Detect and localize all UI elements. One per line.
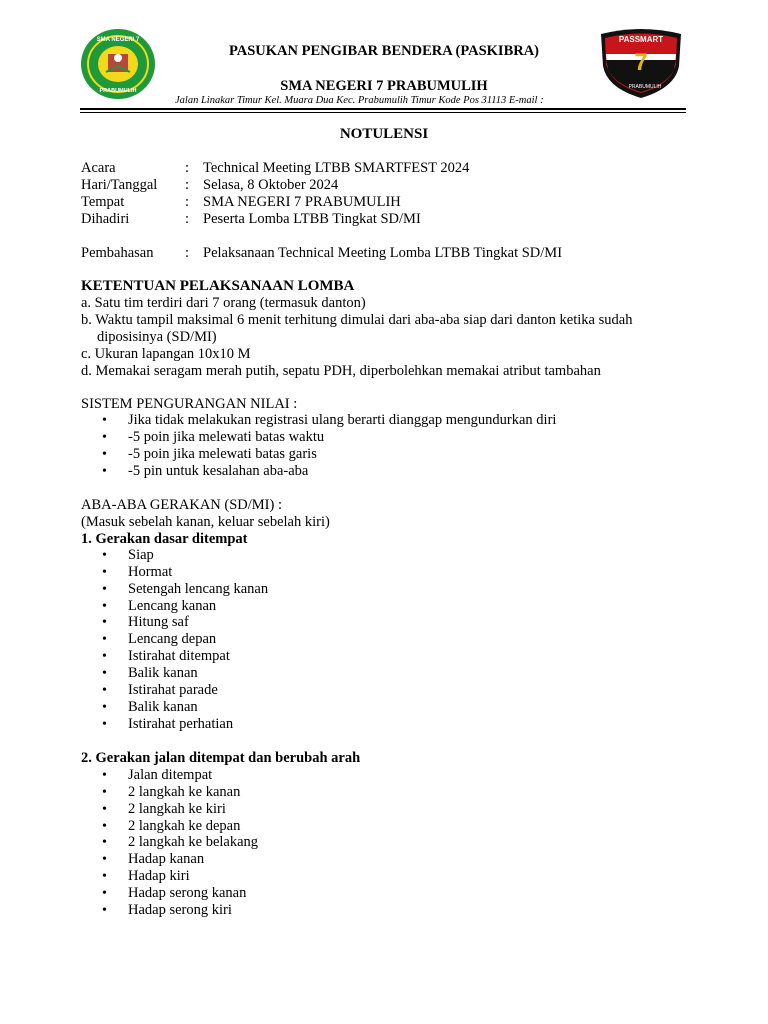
info-sep: : xyxy=(185,177,190,193)
document-title: NOTULENSI xyxy=(339,126,429,142)
bullet-icon: • xyxy=(102,632,107,647)
bullet-icon: • xyxy=(102,666,107,681)
bullet-icon: • xyxy=(102,886,107,901)
ketentuan-item: a. Satu tim terdiri dari 7 orang (termasuk danton) xyxy=(81,295,366,311)
bullet-icon: • xyxy=(102,700,107,715)
logo-right-number: 7 xyxy=(634,49,648,76)
ketentuan-item: d. Memakai seragam merah putih, sepatu PDH, diperbolehkan memakai atribut tambahan xyxy=(81,363,601,379)
info-value: Peserta Lomba LTBB Tingkat SD/MI xyxy=(203,211,421,227)
ketentuan-item: b. Waktu tampil maksimal 6 menit terhitung dimulai dari aba-aba siap dari danton ketika sudah xyxy=(81,312,633,328)
group1-title: 1. Gerakan dasar ditempat xyxy=(81,531,248,547)
pengurangan-title: SISTEM PENGURANGAN NILAI : xyxy=(81,396,298,412)
info-key: Tempat xyxy=(81,194,125,210)
bullet-icon: • xyxy=(102,447,107,462)
bullet-icon: • xyxy=(102,802,107,817)
group2-title: 2. Gerakan jalan ditempat dan berubah arah xyxy=(81,750,361,766)
bullet-icon: • xyxy=(102,599,107,614)
aba-note: (Masuk sebelah kanan, keluar sebelah kiri) xyxy=(81,514,330,530)
header-school-name: SMA NEGERI 7 PRABUMULIH xyxy=(280,78,488,94)
bullet-icon: • xyxy=(102,768,107,783)
ketentuan-title: KETENTUAN PELAKSANAAN LOMBA xyxy=(81,278,355,294)
bullet-icon: • xyxy=(102,835,107,850)
logo-right-text-bottom: PRABUMULIH xyxy=(628,84,662,90)
ketentuan-item-continued: diposisinya (SD/MI) xyxy=(97,329,217,345)
bullet-icon: • xyxy=(102,430,107,445)
logo-left-text-top: SMA NEGERI 7 xyxy=(96,37,140,43)
bullet-icon: • xyxy=(102,413,107,428)
bullet-icon: • xyxy=(102,464,107,479)
header-divider xyxy=(80,108,686,110)
bullet-icon: • xyxy=(102,565,107,580)
info-value: SMA NEGERI 7 PRABUMULIH xyxy=(203,194,401,210)
info-key: Acara xyxy=(81,160,116,176)
bullet-icon: • xyxy=(102,548,107,563)
ketentuan-item: c. Ukuran lapangan 10x10 M xyxy=(81,346,251,362)
header-org-name: PASUKAN PENGIBAR BENDERA (PASKIBRA) xyxy=(228,43,540,59)
bullet-icon: • xyxy=(102,717,107,732)
bullet-icon: • xyxy=(102,615,107,630)
bullet-icon: • xyxy=(102,649,107,664)
info-key: Dihadiri xyxy=(81,211,130,227)
info-value: Pelaksanaan Technical Meeting Lomba LTBB Tingkat SD/MI xyxy=(203,245,563,261)
bullet-icon: • xyxy=(102,582,107,597)
bullet-icon: • xyxy=(102,785,107,800)
info-sep: : xyxy=(185,211,190,227)
logo-right-text-top: PASSMART xyxy=(618,35,664,44)
info-sep: : xyxy=(185,194,190,210)
bullet-icon: • xyxy=(102,683,107,698)
info-sep: : xyxy=(185,245,190,261)
info-value: Technical Meeting LTBB SMARTFEST 2024 xyxy=(203,160,470,176)
header-divider-thin xyxy=(80,112,686,113)
info-key: Pembahasan xyxy=(81,245,154,261)
bullet-icon: • xyxy=(102,869,107,884)
info-key: Hari/Tanggal xyxy=(81,177,158,193)
logo-left-text-bottom: PRABUMULIH xyxy=(99,88,137,94)
info-sep: : xyxy=(185,160,190,176)
header-address: Jalan Linakar Timur Kel. Muara Dua Kec. Prabumulih Timur Kode Pos 31113 E-mail : xyxy=(175,95,544,106)
bullet-icon: • xyxy=(102,852,107,867)
bullet-icon: • xyxy=(102,903,107,918)
aba-title: ABA-ABA GERAKAN (SD/MI) : xyxy=(81,497,282,513)
info-value: Selasa, 8 Oktober 2024 xyxy=(203,177,339,193)
bullet-icon: • xyxy=(102,819,107,834)
